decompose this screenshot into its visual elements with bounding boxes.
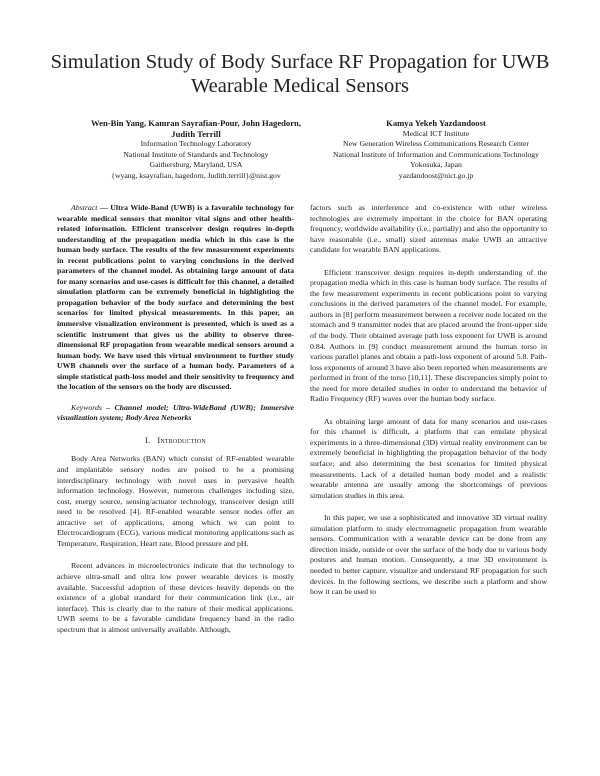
affiliation-line: Gaithersburg, Maryland, USA (149, 160, 243, 170)
right-column (310, 203, 547, 598)
paragraph: Efficient transceiver design requires in-depth understanding of the propagation media which in this case is human body surface. The results of the few measurement experiments in recent publications point to varying conclusions in the derived parameters of the channel model. For example, authors in [8] perform measurement between a receiver node located on the stomach and 9 transmitter nodes that are placed around the front-upper side of the body. Their obtained average path loss exponent for UWB is around 0.84. Authors in [9] conduct measurement around the human torso in various parallel planes and obtain a path-loss exponent of around 5.8. Path-loss exponents of around 3 have also been reported when measurements are performed in front of the torso [10,11]. These discrepancies simply point to the need for more detailed studies in order to understand the behavior of Radio Frequency (RF) waves over the human body surface. (310, 267, 547, 404)
paper-title: Simulation Study of Body Surface RF Propagation for UWB Wearable Medical Sensors (50, 51, 550, 97)
keywords-dash: – (101, 402, 115, 412)
keywords-label: Keywords (71, 402, 102, 412)
section-title: Introduction (157, 435, 206, 445)
affiliation-line: National Institute of Information and Communications Technology (333, 149, 539, 159)
abstract-label: Abstract (71, 203, 98, 212)
paragraph: factors such as interference and co-existence with other wireless technologies are extremely important in the choice for BAN operating frequency, worldwide availability (i.e., partially) and also the opportunity to have reasonable (i.e., small) sized antennas make UWB an attractive candidate for wearable BAN applications. (310, 203, 548, 255)
author-names-right: Kamya Yekeh Yazdandoost (386, 118, 486, 128)
keywords (57, 403, 294, 424)
affiliation-line: Medical ICT Institute (402, 128, 470, 138)
abstract-text: Ultra Wide-Band (UWB) is a favorable technology for wearable medical sensors that monitor vital signs and other health-related information. Efficient transceiver design requires in-depth understanding of the propagation media which in this case is the human body surface. The results of the few measurement experiments in recent publications point to varying conclusions in the derived parameters of the channel model. As obtaining large amount of data for many scenarios and use-cases is difficult for this channel, a detailed simulation platform can be extremely beneficial in highlighting the propagation behavior of the body surface and determining the best scenarios for limited physical measurements. In this paper, an immersive visualization environment is presented, which is used as a scientific instrument that gives us the ability to observe three-dimensional RF propagation from wearable medical sensors around a human body. We have used this virtual environment to further study UWB channels over the surface of a human body. Parameters of a simple statistical path-loss model and their sensitivity to frequency and the location of the sensors on the body are discussed. (57, 203, 294, 392)
section-heading (57, 436, 294, 447)
abstract (57, 203, 294, 393)
author-names-left: Wen-Bin Yang, Kamran Sayrafian-Pour, John Hagedorn, Judith Terrill (91, 118, 301, 139)
abstract-dash: — (97, 203, 111, 212)
affiliation-line: Information Technology Laboratory (140, 139, 252, 149)
keywords-text: Channel model; Ultra-WideBand (UWB); Immersive visualization system; Body Area Networks (57, 402, 294, 423)
affiliation-line: National Institute of Standards and Technology (123, 149, 269, 159)
paragraph: Body Area Networks (BAN) which consist of RF-enabled wearable and implantable sensory nodes are poised to be a promising interdisciplinary technology with novel uses in pervasive health information technology. However, numerous challenges including size, cost, energy source, sensing/actuator technology, transceiver design still need to be resolved [4]. RF-enabled wearable sensor nodes offer an attractive set of applications, among which we can point to Electrocardiogram (ECG), various medical monitoring applications such as Temperature, Respiration, Heart rate, Blood pressure and pH. (57, 454, 294, 548)
affiliation-line: New Generation Wireless Communications Research Center (343, 139, 529, 149)
author-block-right (320, 118, 552, 182)
affiliation-line: Yokosuka, Japan (410, 160, 462, 170)
paragraph: As obtaining large amount of data for many scenarios and use-cases for this channel is difficult, a platform that can emulate physical experiments in a three-dimensional (3D) virtual reality environment can be extremely beneficial in highlighting the propagation behavior of the body surface; and also determining the best scenarios for limited physical measurements. Lack of a detailed human body model and a realistic wearable antenna are usually among the shortcomings of previous simulation studies in this area. (310, 416, 547, 500)
author-block-left (80, 118, 312, 182)
paragraph: Recent advances in microelectronics indicate that the technology to achieve ultra-small and ultra low power wearable devices is mostly available. Successful adoption of these devices heavily depends on the existence of a global standard for their communication link (i.e., air interface). This is clearly due to the nature of their medical applications. UWB seems to be a favorable candidate frequency band in the radio spectrum that is almost universally available. Although, (57, 561, 294, 634)
author-email: yazdandoost@nict.go.jp (398, 170, 474, 180)
left-column (57, 203, 294, 635)
author-emails: {wyang, ksayrafian, hagedorn, Judith.terrill}@nist.gov (111, 170, 281, 180)
section-numeral: I. (145, 435, 151, 445)
paragraph: In this paper, we use a sophisticated and innovative 3D virtual reality simulation platform to study electromagnetic propagation from wearable sensors. Communication with a wearable device can be done from any direction inside, outside or over the surface of the body due to various body postures and human motion. Consequently, a true 3D environment is needed to better capture, visualize and understand RF propagation for such devices. In the following sections, we describe such a platform and show how it can be used to (310, 513, 547, 597)
